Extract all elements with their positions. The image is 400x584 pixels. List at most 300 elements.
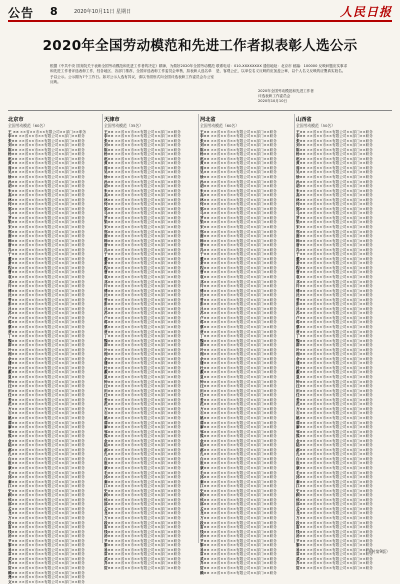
nominee-affiliation: ××省××市××有限公司××部门××职务: [306, 439, 373, 443]
nominee-affiliation: ××省××市××有限公司××部门××职务: [114, 157, 181, 161]
nominee-name: 黄××: [104, 161, 114, 165]
nominee-name: 萧××: [8, 261, 18, 265]
nominee-name: 尹××: [200, 539, 210, 543]
nominee-name: 程××: [8, 266, 18, 270]
nominee-affiliation: ××省××市××有限公司××部门××职务: [114, 516, 181, 520]
nominee-affiliation: ××省××市××有限公司××部门××职务: [306, 484, 373, 488]
nominee-name: 姜××: [104, 398, 114, 402]
nominee-affiliation: ××省××市××有限公司××部门××职务: [18, 143, 85, 147]
nominee-name: 胡××: [200, 184, 210, 188]
nominee-affiliation: ××省××市××有限公司××部门××职务: [114, 471, 181, 475]
nominee-name: 汪××: [104, 384, 114, 388]
nominee-affiliation: ××省××市××有限公司××部门××职务: [210, 257, 277, 261]
nominee-name: 段××: [296, 521, 306, 525]
nominee-affiliation: ××省××市××有限公司××部门××职务: [18, 161, 85, 165]
nominee-name: 胡××: [296, 184, 306, 188]
nominee-affiliation: ××省××市××有限公司××部门××职务: [114, 521, 181, 525]
nominee-affiliation: ××省××市××有限公司××部门××职务: [306, 516, 373, 520]
nominee-affiliation: ××省××市××有限公司××部门××职务: [210, 448, 277, 452]
nominee-affiliation: ××省××市××有限公司××部门××职务: [18, 284, 85, 288]
nominee-name: 孟××: [104, 507, 114, 511]
nominee-list: [296, 130, 389, 571]
nominee-affiliation: ××省××市××有限公司××部门××职务: [18, 134, 85, 138]
column-2: [104, 114, 197, 543]
nominee-affiliation: ××省××市××有限公司××部门××职务: [114, 184, 181, 188]
nominee-name: 潘××: [200, 361, 210, 365]
nominee-affiliation: ××省××市××有限公司××部门××职务: [18, 475, 85, 479]
nominee-name: 范××: [200, 402, 210, 406]
nominee-affiliation: ××省××市××有限公司××部门××职务: [114, 380, 181, 384]
nominee-name: 王××: [296, 130, 306, 134]
nominee-affiliation: ××省××市××有限公司××部门××职务: [18, 207, 85, 211]
nominee-affiliation: ××省××市××有限公司××部门××职务: [18, 370, 85, 374]
nominee-affiliation: ××省××市××有限公司××部门××职务: [114, 275, 181, 279]
nominee-name: 姜××: [200, 398, 210, 402]
nominee-affiliation: ××省××市××有限公司××部门××职务: [114, 393, 181, 397]
nominee-affiliation: ××省××市××有限公司××部门××职务: [114, 530, 181, 534]
nominee-affiliation: ××省××市××有限公司××部门××职务: [210, 170, 277, 174]
nominee-name: 孔××: [200, 452, 210, 456]
nominee-name: 熊××: [104, 434, 114, 438]
nominee-name: 胡××: [8, 184, 18, 188]
nominee-name: 谭××: [8, 421, 18, 425]
nominee-name: 段××: [200, 521, 210, 525]
nominee-name: 邹××: [8, 430, 18, 434]
nominee-affiliation: ××省××市××有限公司××部门××职务: [114, 230, 181, 234]
nominee-affiliation: ××省××市××有限公司××部门××职务: [306, 416, 373, 420]
nominee-affiliation: ××省××市××有限公司××部门××职务: [114, 225, 181, 229]
nominee-name: 武××: [200, 557, 210, 561]
nominee-name: 何××: [8, 202, 18, 206]
nominee-name: 金××: [296, 439, 306, 443]
nominee-name: 丁××: [200, 334, 210, 338]
nominee-affiliation: ××省××市××有限公司××部门××职务: [306, 471, 373, 475]
nominee-name: 邹××: [200, 430, 210, 434]
nominee-name: 雷××: [104, 525, 114, 529]
nominee-name: 易××: [296, 548, 306, 552]
nominee-name: 邱××: [104, 475, 114, 479]
nominee-affiliation: ××省××市××有限公司××部门××职务: [210, 157, 277, 161]
nominee-affiliation: ××省××市××有限公司××部门××职务: [210, 439, 277, 443]
nominee-affiliation: ××省××市××有限公司××部门××职务: [306, 521, 373, 525]
nominee-name: 魏××: [104, 339, 114, 343]
nominee-name: 李××: [104, 134, 114, 138]
nominee-name: 汪××: [296, 384, 306, 388]
nominee-affiliation: ××省××市××有限公司××部门××职务: [18, 448, 85, 452]
nominee-name: 曾××: [104, 298, 114, 302]
nominee-name: 叶××: [296, 348, 306, 352]
nominee-affiliation: ××省××市××有限公司××部门××职务: [18, 498, 85, 502]
nominee-affiliation: ××省××市××有限公司××部门××职务: [306, 525, 373, 529]
nominee-name: 林××: [8, 198, 18, 202]
nominee-affiliation: ××省××市××有限公司××部门××职务: [210, 293, 277, 297]
nominee-affiliation: ××省××市××有限公司××部门××职务: [114, 152, 181, 156]
nominee-affiliation: ××省××市××有限公司××部门××职务: [18, 471, 85, 475]
nominee-name: 黄××: [296, 161, 306, 165]
nominee-affiliation: ××省××市××有限公司××部门××职务: [210, 457, 277, 461]
nominee-name: 常××: [296, 552, 306, 556]
nominee-affiliation: ××省××市××有限公司××部门××职务: [306, 375, 373, 379]
nominee-name: 韩××: [296, 239, 306, 243]
nominee-affiliation: ××省××市××有限公司××部门××职务: [114, 316, 181, 320]
nominee-name: 邵××: [104, 502, 114, 506]
nominee-name: 方××: [104, 407, 114, 411]
nominee-affiliation: ××省××市××有限公司××部门××职务: [18, 452, 85, 456]
nominee-affiliation: ××省××市××有限公司××部门××职务: [210, 530, 277, 534]
nominee-name: 贾××: [200, 330, 210, 334]
nominee-name: 邓××: [200, 280, 210, 284]
nominee-name: 邵××: [200, 502, 210, 506]
nominee-affiliation: ××省××市××有限公司××部门××职务: [306, 498, 373, 502]
nominee-name: 马××: [296, 211, 306, 215]
nominee-name: 贺××: [104, 566, 114, 570]
nominee-affiliation: ××省××市××有限公司××部门××职务: [18, 484, 85, 488]
nominee-affiliation: ××省××市××有限公司××部门××职务: [18, 243, 85, 247]
nominee-affiliation: ××省××市××有限公司××部门××职务: [114, 421, 181, 425]
nominee-name: 姚××: [8, 416, 18, 420]
nominee-name: 廖××: [200, 425, 210, 429]
nominee-affiliation: ××省××市××有限公司××部门××职务: [18, 521, 85, 525]
nominee-affiliation: ××省××市××有限公司××部门××职务: [114, 384, 181, 388]
nominee-list: [8, 130, 101, 584]
nominee-name: 夏××: [8, 375, 18, 379]
nominee-affiliation: ××省××市××有限公司××部门××职务: [210, 384, 277, 388]
column-separator: [198, 114, 199, 543]
nominee-name: 程××: [104, 266, 114, 270]
nominee-affiliation: ××省××市××有限公司××部门××职务: [306, 411, 373, 415]
nominee-affiliation: ××省××市××有限公司××部门××职务: [18, 375, 85, 379]
nominee-affiliation: ××省××市××有限公司××部门××职务: [210, 230, 277, 234]
nominee-affiliation: ××省××市××有限公司××部门××职务: [210, 334, 277, 338]
nominee-affiliation: ××省××市××有限公司××部门××职务: [18, 234, 85, 238]
nominee-affiliation: ××省××市××有限公司××部门××职务: [210, 557, 277, 561]
nominee-name: 郑××: [8, 230, 18, 234]
nominee-name: 史××: [8, 489, 18, 493]
list-columns: [8, 114, 392, 543]
nominee-affiliation: ××省××市××有限公司××部门××职务: [114, 239, 181, 243]
nominee-name: 康××: [104, 466, 114, 470]
nominee-name: 薛××: [200, 343, 210, 347]
nominee-affiliation: ××省××市××有限公司××部门××职务: [18, 416, 85, 420]
nominee-name: 范××: [296, 402, 306, 406]
intro-paragraph-right: 联系电话：010-XXXXXXXX 通信地址：北京市 邮编：100000 反映问题应实事求是、客观公正，以单位名义反映的应加盖公章，以个人名义反映的应署真实姓名。: [216, 64, 348, 75]
nominee-name: 高××: [104, 193, 114, 197]
nominee-name: 杜××: [104, 366, 114, 370]
nominee-affiliation: ××省××市××有限公司××部门××职务: [210, 139, 277, 143]
nominee-affiliation: ××省××市××有限公司××部门××职务: [306, 357, 373, 361]
nominee-name: 谢××: [200, 234, 210, 238]
issuer-line-1: 2020年全国劳动模范和先进工作者: [258, 89, 314, 94]
nominee-name: 黎××: [104, 543, 114, 547]
nominee-affiliation: ××省××市××有限公司××部门××职务: [114, 343, 181, 347]
nominee-affiliation: ××省××市××有限公司××部门××职务: [306, 384, 373, 388]
nominee-affiliation: ××省××市××有限公司××部门××职务: [114, 211, 181, 215]
nominee-affiliation: ××省××市××有限公司××部门××职务: [114, 402, 181, 406]
nominee-affiliation: ××省××市××有限公司××部门××职务: [114, 207, 181, 211]
nominee-affiliation: ××省××市××有限公司××部门××职务: [306, 380, 373, 384]
nominee-name: 汤××: [8, 534, 18, 538]
nominee-affiliation: ××省××市××有限公司××部门××职务: [114, 493, 181, 497]
nominee-affiliation: ××省××市××有限公司××部门××职务: [18, 225, 85, 229]
nominee-name: 石××: [104, 411, 114, 415]
nominee-affiliation: ××省××市××有限公司××部门××职务: [114, 466, 181, 470]
nominee-affiliation: ××省××市××有限公司××部门××职务: [210, 339, 277, 343]
nominee-affiliation: ××省××市××有限公司××部门××职务: [114, 302, 181, 306]
nominee-name: 袁××: [296, 275, 306, 279]
nominee-affiliation: ××省××市××有限公司××部门××职务: [306, 561, 373, 565]
nominee-affiliation: ××省××市××有限公司××部门××职务: [210, 234, 277, 238]
nominee-name: 武××: [104, 557, 114, 561]
nominee-affiliation: ××省××市××有限公司××部门××职务: [306, 398, 373, 402]
nominee-affiliation: ××省××市××有限公司××部门××职务: [306, 366, 373, 370]
nominee-affiliation: ××省××市××有限公司××部门××职务: [114, 266, 181, 270]
nominee-name: 顾××: [200, 493, 210, 497]
nominee-name: 马××: [200, 211, 210, 215]
nominee-affiliation: ××省××市××有限公司××部门××职务: [210, 566, 277, 570]
nominee-affiliation: ××省××市××有限公司××部门××职务: [114, 334, 181, 338]
nominee-affiliation: ××省××市××有限公司××部门××职务: [306, 184, 373, 188]
nominee-name: 戴××: [200, 370, 210, 374]
nominee-name: 任××: [104, 393, 114, 397]
nominee-affiliation: ××省××市××有限公司××部门××职务: [210, 389, 277, 393]
nominee-affiliation: ××省××市××有限公司××部门××职务: [114, 298, 181, 302]
nominee-affiliation: ××省××市××有限公司××部门××职务: [18, 543, 85, 547]
nominee-affiliation: ××省××市××有限公司××部门××职务: [306, 239, 373, 243]
nominee-name: 苏××: [200, 311, 210, 315]
nominee-name: 陈××: [200, 148, 210, 152]
nominee-name: 邓××: [296, 280, 306, 284]
nominee-name: 钱××: [8, 530, 18, 534]
nominee-name: 孙××: [296, 180, 306, 184]
nominee-entry: [104, 566, 197, 571]
nominee-affiliation: ××省××市××有限公司××部门××职务: [210, 361, 277, 365]
nominee-name: 钱××: [104, 530, 114, 534]
nominee-name: 黄××: [8, 161, 18, 165]
nominee-name: 方××: [8, 407, 18, 411]
nominee-affiliation: ××省××市××有限公司××部门××职务: [114, 261, 181, 265]
nominee-affiliation: ××省××市××有限公司××部门××职务: [306, 202, 373, 206]
nominee-affiliation: ××省××市××有限公司××部门××职务: [306, 475, 373, 479]
nominee-affiliation: ××省××市××有限公司××部门××职务: [306, 152, 373, 156]
nominee-name: 梁××: [296, 220, 306, 224]
nominee-affiliation: ××省××市××有限公司××部门××职务: [306, 334, 373, 338]
nominee-affiliation: ××省××市××有限公司××部门××职务: [114, 175, 181, 179]
nominee-name: 杜××: [296, 366, 306, 370]
nominee-name: 蒋××: [296, 320, 306, 324]
nominee-name: 钟××: [104, 380, 114, 384]
nominee-affiliation: ××省××市××有限公司××部门××职务: [18, 389, 85, 393]
nominee-name: 袁××: [8, 275, 18, 279]
nominee-name: 卢××: [8, 316, 18, 320]
nominee-affiliation: ××省××市××有限公司××部门××职务: [210, 380, 277, 384]
nominee-name: 黎××: [8, 543, 18, 547]
page-number: 8: [50, 5, 58, 18]
nominee-affiliation: ××省××市××有限公司××部门××职务: [18, 511, 85, 515]
nominee-affiliation: ××省××市××有限公司××部门××职务: [210, 534, 277, 538]
nominee-list: [104, 130, 197, 571]
nominee-affiliation: ××省××市××有限公司××部门××职务: [114, 352, 181, 356]
nominee-name: 廖××: [104, 425, 114, 429]
nominee-name: 常××: [8, 552, 18, 556]
nominee-name: 刘××: [8, 143, 18, 147]
nominee-affiliation: ××省××市××有限公司××部门××职务: [18, 502, 85, 506]
nominee-name: 白××: [200, 457, 210, 461]
nominee-affiliation: ××省××市××有限公司××部门××职务: [18, 402, 85, 406]
nominee-name: 万××: [8, 516, 18, 520]
nominee-name: 叶××: [200, 348, 210, 352]
nominee-affiliation: ××省××市××有限公司××部门××职务: [114, 461, 181, 465]
nominee-affiliation: ××省××市××有限公司××部门××职务: [114, 534, 181, 538]
nominee-affiliation: ××省××市××有限公司××部门××职务: [210, 252, 277, 256]
nominee-name: 萧××: [296, 261, 306, 265]
nominee-name: 曾××: [296, 298, 306, 302]
nominee-affiliation: ××省××市××有限公司××部门××职务: [114, 216, 181, 220]
nominee-affiliation: ××省××市××有限公司××部门××职务: [114, 561, 181, 565]
nominee-affiliation: ××省××市××有限公司××部门××职务: [210, 425, 277, 429]
nominee-affiliation: ××省××市××有限公司××部门××职务: [18, 230, 85, 234]
nominee-name: 薛××: [104, 343, 114, 347]
nominee-name: 范××: [104, 402, 114, 406]
nominee-affiliation: ××省××市××有限公司××部门××职务: [210, 307, 277, 311]
nominee-affiliation: ××省××市××有限公司××部门××职务: [18, 575, 85, 579]
nominee-name: 侯××: [296, 498, 306, 502]
nominee-name: 崔××: [8, 461, 18, 465]
nominee-name: 于××: [200, 252, 210, 256]
nominee-name: 李××: [8, 134, 18, 138]
nominee-name: 吕××: [104, 307, 114, 311]
nominee-affiliation: ××省××市××有限公司××部门××职务: [114, 543, 181, 547]
issue-date: 2020年10月11日 星期日: [74, 8, 131, 15]
nominee-affiliation: ××省××市××有限公司××部门××职务: [306, 389, 373, 393]
nominee-affiliation: ××省××市××有限公司××部门××职务: [210, 343, 277, 347]
nominee-name: 秦××: [104, 480, 114, 484]
nominee-affiliation: ××省××市××有限公司××部门××职务: [18, 339, 85, 343]
nominee-affiliation: ××省××市××有限公司××部门××职务: [210, 184, 277, 188]
nominee-affiliation: ××省××市××有限公司××部门××职务: [18, 184, 85, 188]
nominee-name: 唐××: [200, 243, 210, 247]
masthead: [8, 4, 392, 20]
nominee-name: 赵××: [104, 157, 114, 161]
nominee-name: 邱××: [200, 475, 210, 479]
nominee-name: 彭××: [200, 302, 210, 306]
column-separator: [294, 114, 295, 543]
nominee-affiliation: ××省××市××有限公司××部门××职务: [18, 561, 85, 565]
nominee-name: 苏××: [296, 311, 306, 315]
nominee-affiliation: ××省××市××有限公司××部门××职务: [306, 270, 373, 274]
nominee-affiliation: ××省××市××有限公司××部门××职务: [210, 261, 277, 265]
nominee-name: 侯××: [8, 498, 18, 502]
nominee-name: 孟××: [8, 507, 18, 511]
nominee-name: 康××: [200, 466, 210, 470]
nominee-name: 秦××: [296, 480, 306, 484]
nominee-affiliation: ××省××市××有限公司××部门××职务: [114, 252, 181, 256]
nominee-name: 徐××: [296, 175, 306, 179]
nominee-affiliation: ××省××市××有限公司××部门××职务: [18, 152, 85, 156]
nominee-name: 戴××: [104, 370, 114, 374]
nominee-name: 江××: [8, 484, 18, 488]
nominee-affiliation: ××省××市××有限公司××部门××职务: [306, 302, 373, 306]
nominee-affiliation: ××省××市××有限公司××部门××职务: [18, 525, 85, 529]
nominee-name: 金××: [8, 439, 18, 443]
nominee-affiliation: ××省××市××有限公司××部门××职务: [306, 425, 373, 429]
nominee-affiliation: ××省××市××有限公司××部门××职务: [210, 270, 277, 274]
nominee-affiliation: ××省××市××有限公司××部门××职务: [210, 275, 277, 279]
nominee-affiliation: ××省××市××有限公司××部门××职务: [114, 366, 181, 370]
nominee-name: 余××: [200, 357, 210, 361]
nominee-affiliation: ××省××市××有限公司××部门××职务: [210, 198, 277, 202]
nominee-name: 戴××: [8, 370, 18, 374]
nominee-name: 王 ××: [8, 130, 19, 134]
nominee-affiliation: ××省××市××有限公司××部门××职务: [306, 511, 373, 515]
nominee-name: 曹××: [104, 270, 114, 274]
nominee-name: 江××: [200, 484, 210, 488]
nominee-affiliation: ××省××市××有限公司××部门××职务: [114, 507, 181, 511]
nominee-affiliation: ××省××市××有限公司××部门××职务: [210, 325, 277, 329]
nominee-affiliation: ××省××市××有限公司××部门××职务: [210, 370, 277, 374]
nominee-affiliation: ××省××市××有限公司××部门××职务: [114, 511, 181, 515]
nominee-name: 刘××: [296, 143, 306, 147]
nominee-name: 夏××: [296, 375, 306, 379]
nominee-name: 赖××: [8, 571, 18, 575]
nominee-affiliation: ××省××市××有限公司××部门××职务: [210, 143, 277, 147]
nominee-name: 吴××: [104, 170, 114, 174]
nominee-affiliation: ××省××市××有限公司××部门××职务: [18, 266, 85, 270]
nominee-affiliation: ××省××市××有限公司××部门××职务: [306, 139, 373, 143]
nominee-name: 谭××: [200, 421, 210, 425]
nominee-name: 冯××: [200, 248, 210, 252]
nominee-affiliation: ××省××市××有限公司××部门××职务: [306, 502, 373, 506]
nominee-affiliation: ××省××市××有限公司××部门××职务: [114, 148, 181, 152]
nominee-name: 周××: [8, 166, 18, 170]
nominee-name: 郝××: [200, 448, 210, 452]
nominee-affiliation: ××省××市××有限公司××部门××职务: [306, 343, 373, 347]
nominee-name: 沈××: [200, 293, 210, 297]
nominee-name: 金××: [104, 439, 114, 443]
nominee-affiliation: ××省××市××有限公司××部门××职务: [114, 398, 181, 402]
nominee-name: 周××: [104, 166, 114, 170]
nominee-name: 侯××: [200, 498, 210, 502]
nominee-name: 彭××: [104, 302, 114, 306]
nominee-name: 谢××: [296, 234, 306, 238]
nominee-affiliation: ××省××市××有限公司××部门××职务: [210, 357, 277, 361]
nominee-name: 张××: [104, 139, 114, 143]
nominee-affiliation: ××省××市××有限公司××部门××职务: [306, 566, 373, 570]
nominee-affiliation: ××省××市××有限公司××部门××职务: [18, 439, 85, 443]
nominee-affiliation: ××省××市××有限公司××部门××职务: [210, 202, 277, 206]
nominee-affiliation: ××省××市××有限公司××部门××职务: [306, 352, 373, 356]
nominee-name: 夏××: [104, 375, 114, 379]
nominee-name: 袁××: [104, 275, 114, 279]
nominee-name: 林××: [296, 198, 306, 202]
nominee-name: 邓××: [104, 280, 114, 284]
nominee-name: 何××: [200, 202, 210, 206]
nominee-name: 陆××: [104, 443, 114, 447]
nominee-affiliation: ××省××市××有限公司××部门××职务: [114, 330, 181, 334]
nominee-name: 傅××: [8, 289, 18, 293]
nominee-name: 董××: [8, 257, 18, 261]
nominee-name: 黄××: [200, 161, 210, 165]
column-1: [8, 114, 101, 543]
nominee-affiliation: ××省××市××有限公司××部门××职务: [114, 234, 181, 238]
nominee-affiliation: ××省××市××有限公司××部门××职务: [306, 307, 373, 311]
nominee-affiliation: ××省××市××有限公司××部门××职务: [114, 439, 181, 443]
nominee-name: 顾××: [296, 493, 306, 497]
nominee-affiliation: ××省××市××有限公司××部门××职务: [114, 389, 181, 393]
nominee-affiliation: ××省××市××有限公司××部门××职务: [18, 180, 85, 184]
nominee-name: 汤××: [104, 534, 114, 538]
nominee-affiliation: ××省××市××有限公司××部门××职务: [210, 366, 277, 370]
nominee-name: 蒋××: [104, 320, 114, 324]
